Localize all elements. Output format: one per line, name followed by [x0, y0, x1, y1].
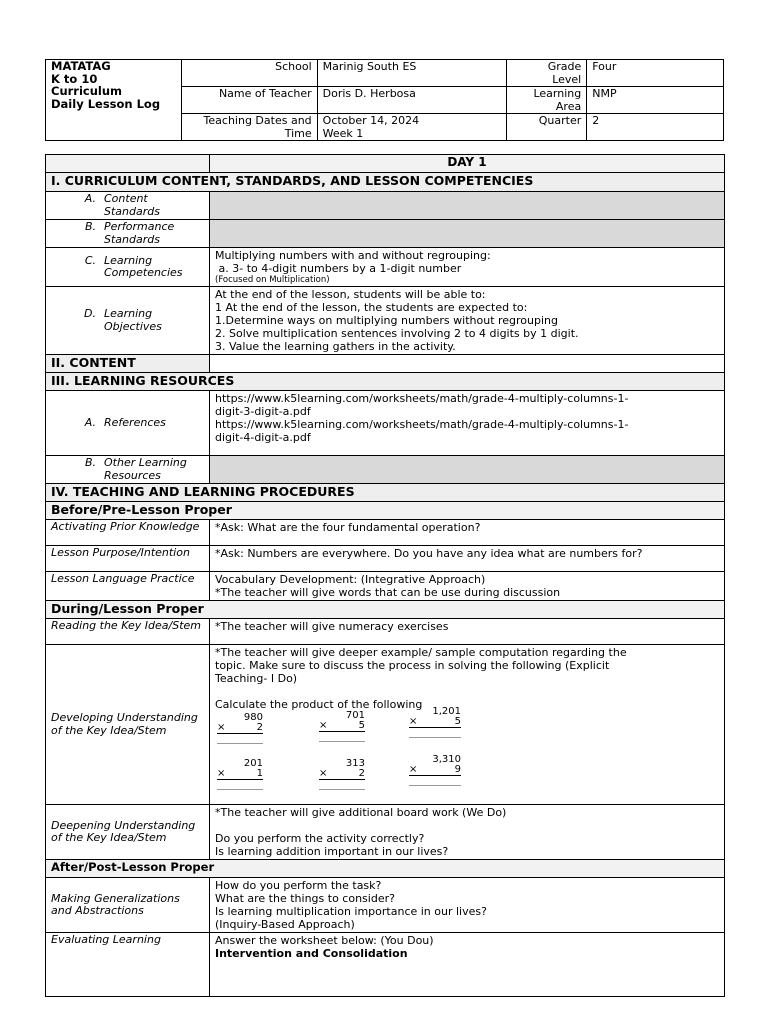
- lesson-table: [45, 154, 725, 997]
- lesson-purpose-label: Lesson Purpose/Intention: [46, 546, 210, 572]
- dates-value: October 14, 2024 Week 1: [317, 114, 507, 141]
- teacher-label: Name of Teacher: [181, 87, 317, 114]
- section-curriculum-title: I. CURRICULUM CONTENT, STANDARDS, AND LESSON COMPETENCIES: [46, 173, 725, 192]
- problem-3: 1,201 × 5: [409, 707, 461, 738]
- references-label: A. References: [46, 391, 210, 456]
- section-procedures-title: IV. TEACHING AND LEARNING PROCEDURES: [46, 484, 725, 502]
- references-value: [210, 391, 725, 456]
- problem-6: 3,310 × 9: [409, 755, 461, 786]
- problem-1: 980 × 2: [217, 713, 263, 744]
- area-value: NMP: [587, 87, 724, 114]
- developing-understanding-value: *The teacher will give deeper example/ sample computation regarding the topic. Make sure to discuss the process in solving the following (Explicit Teaching- I Do) Calculate the product of the following 980 × 2 701 × 5 1,201 × 5 201 × 1 313 × 2 3,310 × 9: [210, 645, 725, 805]
- corner-cell: [46, 155, 210, 173]
- multiplication-problems: [215, 706, 719, 803]
- day-header: DAY 1: [210, 155, 725, 173]
- generalizations-value: How do you perform the task? What are the things to consider? Is learning multiplication importance in our lives? (Inquiry-Based Approach): [210, 878, 725, 933]
- teacher-value: Doris D. Herbosa: [317, 87, 507, 114]
- school-value: Marinig South ES: [317, 60, 507, 87]
- prior-knowledge-label: Activating Prior Knowledge: [46, 520, 210, 546]
- reference-link[interactable]: https://www.k5learning.com/worksheets/math/grade-4-multiply-columns-1-: [215, 392, 629, 405]
- evaluating-learning-value: Answer the worksheet below: (You Dou) Intervention and Consolidation: [210, 933, 725, 997]
- deepening-understanding-label: Deepening Understanding of the Key Idea/Stem: [46, 805, 210, 860]
- section-content-title: II. CONTENT: [46, 355, 210, 373]
- language-practice-label: Lesson Language Practice: [46, 572, 210, 601]
- dates-label: Teaching Dates and Time: [181, 114, 317, 141]
- generalizations-label: Making Generalizations and Abstractions: [46, 878, 210, 933]
- header-table: [45, 59, 724, 141]
- after-lesson-title: After/Post-Lesson Proper: [46, 860, 725, 878]
- competencies-value: Multiplying numbers with and without regrouping: a. 3- to 4-digit numbers by a 1-digit number (Focused on Multiplication): [210, 248, 725, 287]
- problem-2: 701 × 5: [319, 711, 365, 742]
- performance-standards-label: B. Performance Standards: [46, 220, 210, 248]
- language-practice-value: Vocabulary Development: (Integrative Approach) *The teacher will give words that can be use during discussion: [210, 572, 725, 601]
- content-standards-value: [210, 192, 725, 220]
- problem-4: 201 × 1: [217, 759, 263, 790]
- performance-standards-value: [210, 220, 725, 248]
- developing-understanding-label: Developing Understanding of the Key Idea/Stem: [46, 645, 210, 805]
- deepening-understanding-value: *The teacher will give additional board work (We Do) Do you perform the activity correctly? Is learning addition important in our lives?: [210, 805, 725, 860]
- prior-knowledge-value: *Ask: What are the four fundamental operation?: [210, 520, 725, 546]
- objectives-label: D. Learning Objectives: [46, 287, 210, 355]
- lesson-log-title: MATATAG K to 10 Curriculum Daily Lesson Log: [46, 60, 182, 141]
- lesson-purpose-value: *Ask: Numbers are everywhere. Do you have any idea what are numbers for?: [210, 546, 725, 572]
- section-resources-title: III. LEARNING RESOURCES: [46, 373, 725, 391]
- section-content-value: [210, 355, 725, 373]
- reading-key-idea-label: Reading the Key Idea/Stem: [46, 619, 210, 645]
- evaluating-learning-label: Evaluating Learning: [46, 933, 210, 997]
- area-label: Learning Area: [507, 87, 587, 114]
- quarter-label: Quarter: [507, 114, 587, 141]
- quarter-value: 2: [587, 114, 724, 141]
- problem-5: 313 × 2: [319, 759, 365, 790]
- school-label: School: [181, 60, 317, 87]
- reference-link[interactable]: digit-4-digit-a.pdf: [215, 431, 311, 444]
- objectives-value: At the end of the lesson, students will be able to: 1 At the end of the lesson, the students are expected to: 1.Determine ways on multiplying numbers without regrouping 2. Solve multiplication sentences involving 2 to 4 digits by 1 digit. 3. Value the learning gathers in the activity.: [210, 287, 725, 355]
- reference-link[interactable]: https://www.k5learning.com/worksheets/math/grade-4-multiply-columns-1-: [215, 418, 629, 431]
- content-standards-label: A. Content Standards: [46, 192, 210, 220]
- grade-label: Grade Level: [507, 60, 587, 87]
- during-lesson-title: During/Lesson Proper: [46, 601, 725, 619]
- reading-key-idea-value: *The teacher will give numeracy exercises: [210, 619, 725, 645]
- before-lesson-title: Before/Pre-Lesson Proper: [46, 502, 725, 520]
- other-resources-label: B. Other Learning Resources: [46, 456, 210, 484]
- reference-link[interactable]: digit-3-digit-a.pdf: [215, 405, 311, 418]
- grade-value: Four: [587, 60, 724, 87]
- competencies-label: C. Learning Competencies: [46, 248, 210, 287]
- other-resources-value: [210, 456, 725, 484]
